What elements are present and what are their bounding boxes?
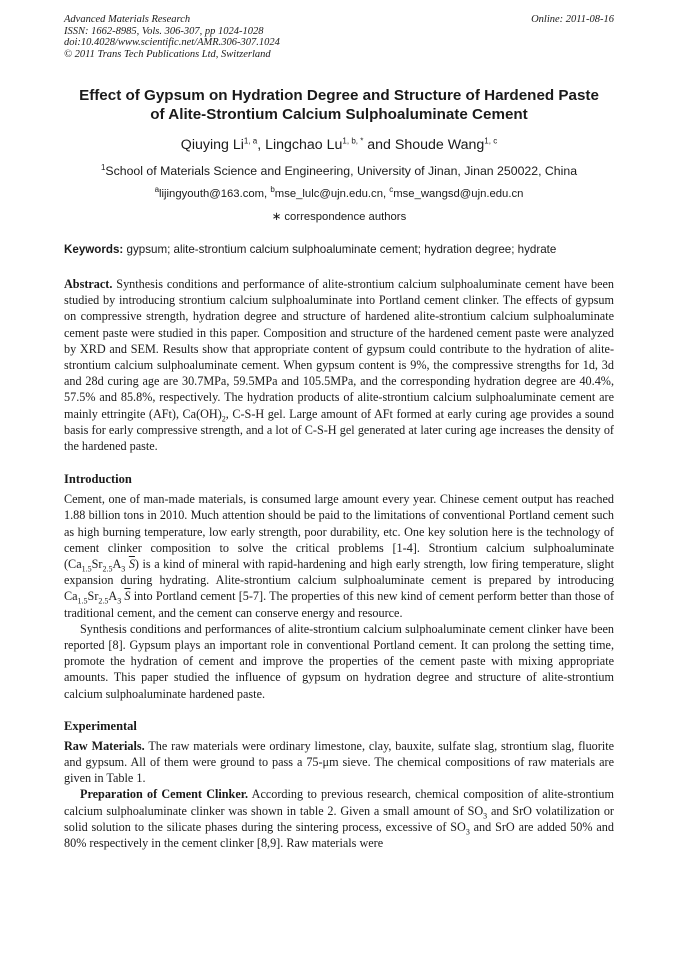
affiliation-text: School of Materials Science and Engineering, University of Jinan, Jinan 250022, China (105, 164, 578, 178)
title-line-2: of Alite-Strontium Calcium Sulphoaluminate Cement (150, 106, 528, 123)
paper-title (64, 86, 614, 124)
abstract-text: , C-S-H gel. Large amount of AFt formed at early curing age provides a sound basis for early compressive strength, and a lot of C-S-H gel generated at later curing age increases the density of the hardened paste. (64, 406, 614, 454)
subscript: 1.5 (77, 596, 88, 606)
keywords (64, 243, 614, 257)
email-marker: b (270, 185, 275, 195)
subscript: 3 (121, 564, 126, 574)
introduction-paragraph-2: Synthesis conditions and performances of alite-strontium calcium sulphoaluminate cement clinker have been reported [8]. Gypsum plays an important role in conventional Portland cement. It can prolong the setting time, promote the hydration of cement and improve the properties of the cement paste with mixing appropriate amounts. This paper studied the influence of gypsum on hydration degree and structure of alite-strontium calcium sulphoaluminate hardened paste. (64, 621, 614, 701)
email-b[interactable]: mse_lulc@ujn.edu.cn, (274, 188, 390, 200)
section-heading-introduction: Introduction (64, 472, 132, 487)
formula-sulfate-symbol: $\overline{S}$ (124, 589, 131, 604)
email-a[interactable]: lijingyouth@163.com, (159, 188, 271, 200)
abstract-text: Synthesis conditions and performance of alite-strontium calcium sulphoaluminate cement have been studied by introducing strontium calcium sulphoaluminate into Portland cement clinker. The effects of gypsum on compressive strength, hydration degree and structure of hardened alite-strontium calcium sulphoaluminate cement paste were studied in this paper. Composition and structure of the hardened cement paste were analyzed by XRD and SEM. Results show that appropriate content of gypsum could contribute to the hydration of alite-strontium calcium sulphoaluminate cement. When gypsum content is 9%, the compressive strengths for 1d, 3d and 28d curing age are 30.7MPa, 59.5MPa and 105.5MPa, and the corresponding hydration degree are 40.4%, 57.5% and 85.8%, respectively. The hydration products of alite-strontium calcium sulphoaluminate cement are mainly ettringite (AFt), Ca(OH) (64, 277, 614, 421)
runin-heading: Preparation of Cement Clinker. (80, 787, 249, 802)
formula-text: A (112, 557, 122, 572)
paragraph-text: Cement, one of man-made materials, is consumed large amount every year. Chinese cement output has reached 1.88 billion tons in 2010. Much attention should be paid to the limitations of conventional Portland cement such as high burning temperature, low early strength, poor durability, etc. One key solution here is the technology of cement clinker composition to solve the critical problems [1-4]. Strontium calcium sulphoaluminate (Ca (64, 492, 614, 572)
author-3: Shoude Wang (394, 137, 485, 153)
paragraph-text: and SrO are added 50% and 80% respectively in the cement clinker [8,9]. Raw materials were (64, 819, 614, 851)
author-1: Qiuying Li (180, 137, 244, 153)
subscript: 1.5 (81, 564, 92, 574)
author-2-affil: 1, b, * (342, 136, 364, 146)
email-marker: c (389, 185, 394, 195)
author-3-affil: 1, c (484, 136, 498, 146)
abstract (64, 276, 614, 454)
paragraph-text: According to previous research, chemical composition of alite-strontium calcium sulphoaluminate clinker was shown in table 2. Given a small amount of SO (64, 787, 614, 818)
email-list (64, 187, 614, 201)
subscript: 2.5 (102, 564, 113, 574)
subscript: 3 (465, 827, 470, 837)
copyright-line: © 2011 Trans Tech Publications Ltd, Switzerland (64, 48, 271, 60)
subscript: 3 (483, 811, 488, 821)
formula-text: A (108, 589, 118, 604)
abstract-label: Abstract. (64, 277, 113, 291)
section-heading-experimental: Experimental (64, 718, 137, 733)
paragraph-text: into Portland cement [5-7]. The properties of this new kind of cement perform better than those of traditional cement, and the cement can conserve energy and resource. (64, 589, 615, 620)
online-date: Online: 2011-08-16 (531, 14, 614, 25)
issn-line: ISSN: 1662-8985, Vols. 306-307, pp 1024-1028 (64, 25, 264, 37)
introduction-paragraph-1 (64, 491, 614, 621)
title-line-1: Effect of Gypsum on Hydration Degree and Structure of Hardened Paste (79, 87, 599, 104)
formula-text: Sr (91, 557, 103, 572)
raw-materials-paragraph (64, 738, 614, 787)
affiliation-number: 1 (100, 162, 106, 172)
keywords-text: gypsum; alite-strontium calcium sulphoaluminate cement; hydration degree; hydrate (123, 243, 557, 256)
formula-sulfate-symbol: $\overline{S}$ (128, 557, 135, 572)
paragraph-text: ) is a kind of mineral with rapid-hardening and high early strength, low firing temperature, slight expansion during hydrating. Alite-strontium calcium sulphoaluminate cement is prepared by introducing Ca (64, 557, 615, 604)
author-1-affil: 1, a (243, 136, 258, 146)
journal-name: Advanced Materials Research (64, 14, 191, 25)
correspondence-note: ∗ correspondence authors (271, 211, 407, 223)
paragraph-text: and SrO volatilization or solid solution to the silicate phases during the sintering process, excessive of SO (64, 803, 614, 834)
email-c[interactable]: mse_wangsd@ujn.edu.cn (393, 188, 524, 200)
author-list (64, 136, 614, 154)
preparation-paragraph (64, 786, 614, 851)
runin-heading: Raw Materials. (64, 738, 145, 753)
author-separator: and (363, 137, 395, 153)
keywords-label: Keywords: (64, 243, 124, 256)
journal-header (64, 14, 614, 60)
subscript: 2 (221, 414, 226, 424)
page (64, 14, 614, 851)
formula-text: Sr (87, 589, 99, 604)
subscript: 3 (117, 596, 122, 606)
affiliation (64, 164, 614, 179)
email-marker: a (154, 185, 160, 195)
doi-line: doi:10.4028/www.scientific.net/AMR.306-307.1024 (64, 37, 280, 48)
author-separator: , (257, 137, 266, 153)
author-2: Lingchao Lu (265, 137, 343, 153)
subscript: 2.5 (98, 596, 109, 606)
paragraph-text: The raw materials were ordinary limestone, clay, bauxite, sulfate slag, strontium slag, fluorite and gypsum. All of them were ground to pass a 75-μm sieve. The chemical compositions of raw materials are given in Table 1. (64, 738, 614, 786)
